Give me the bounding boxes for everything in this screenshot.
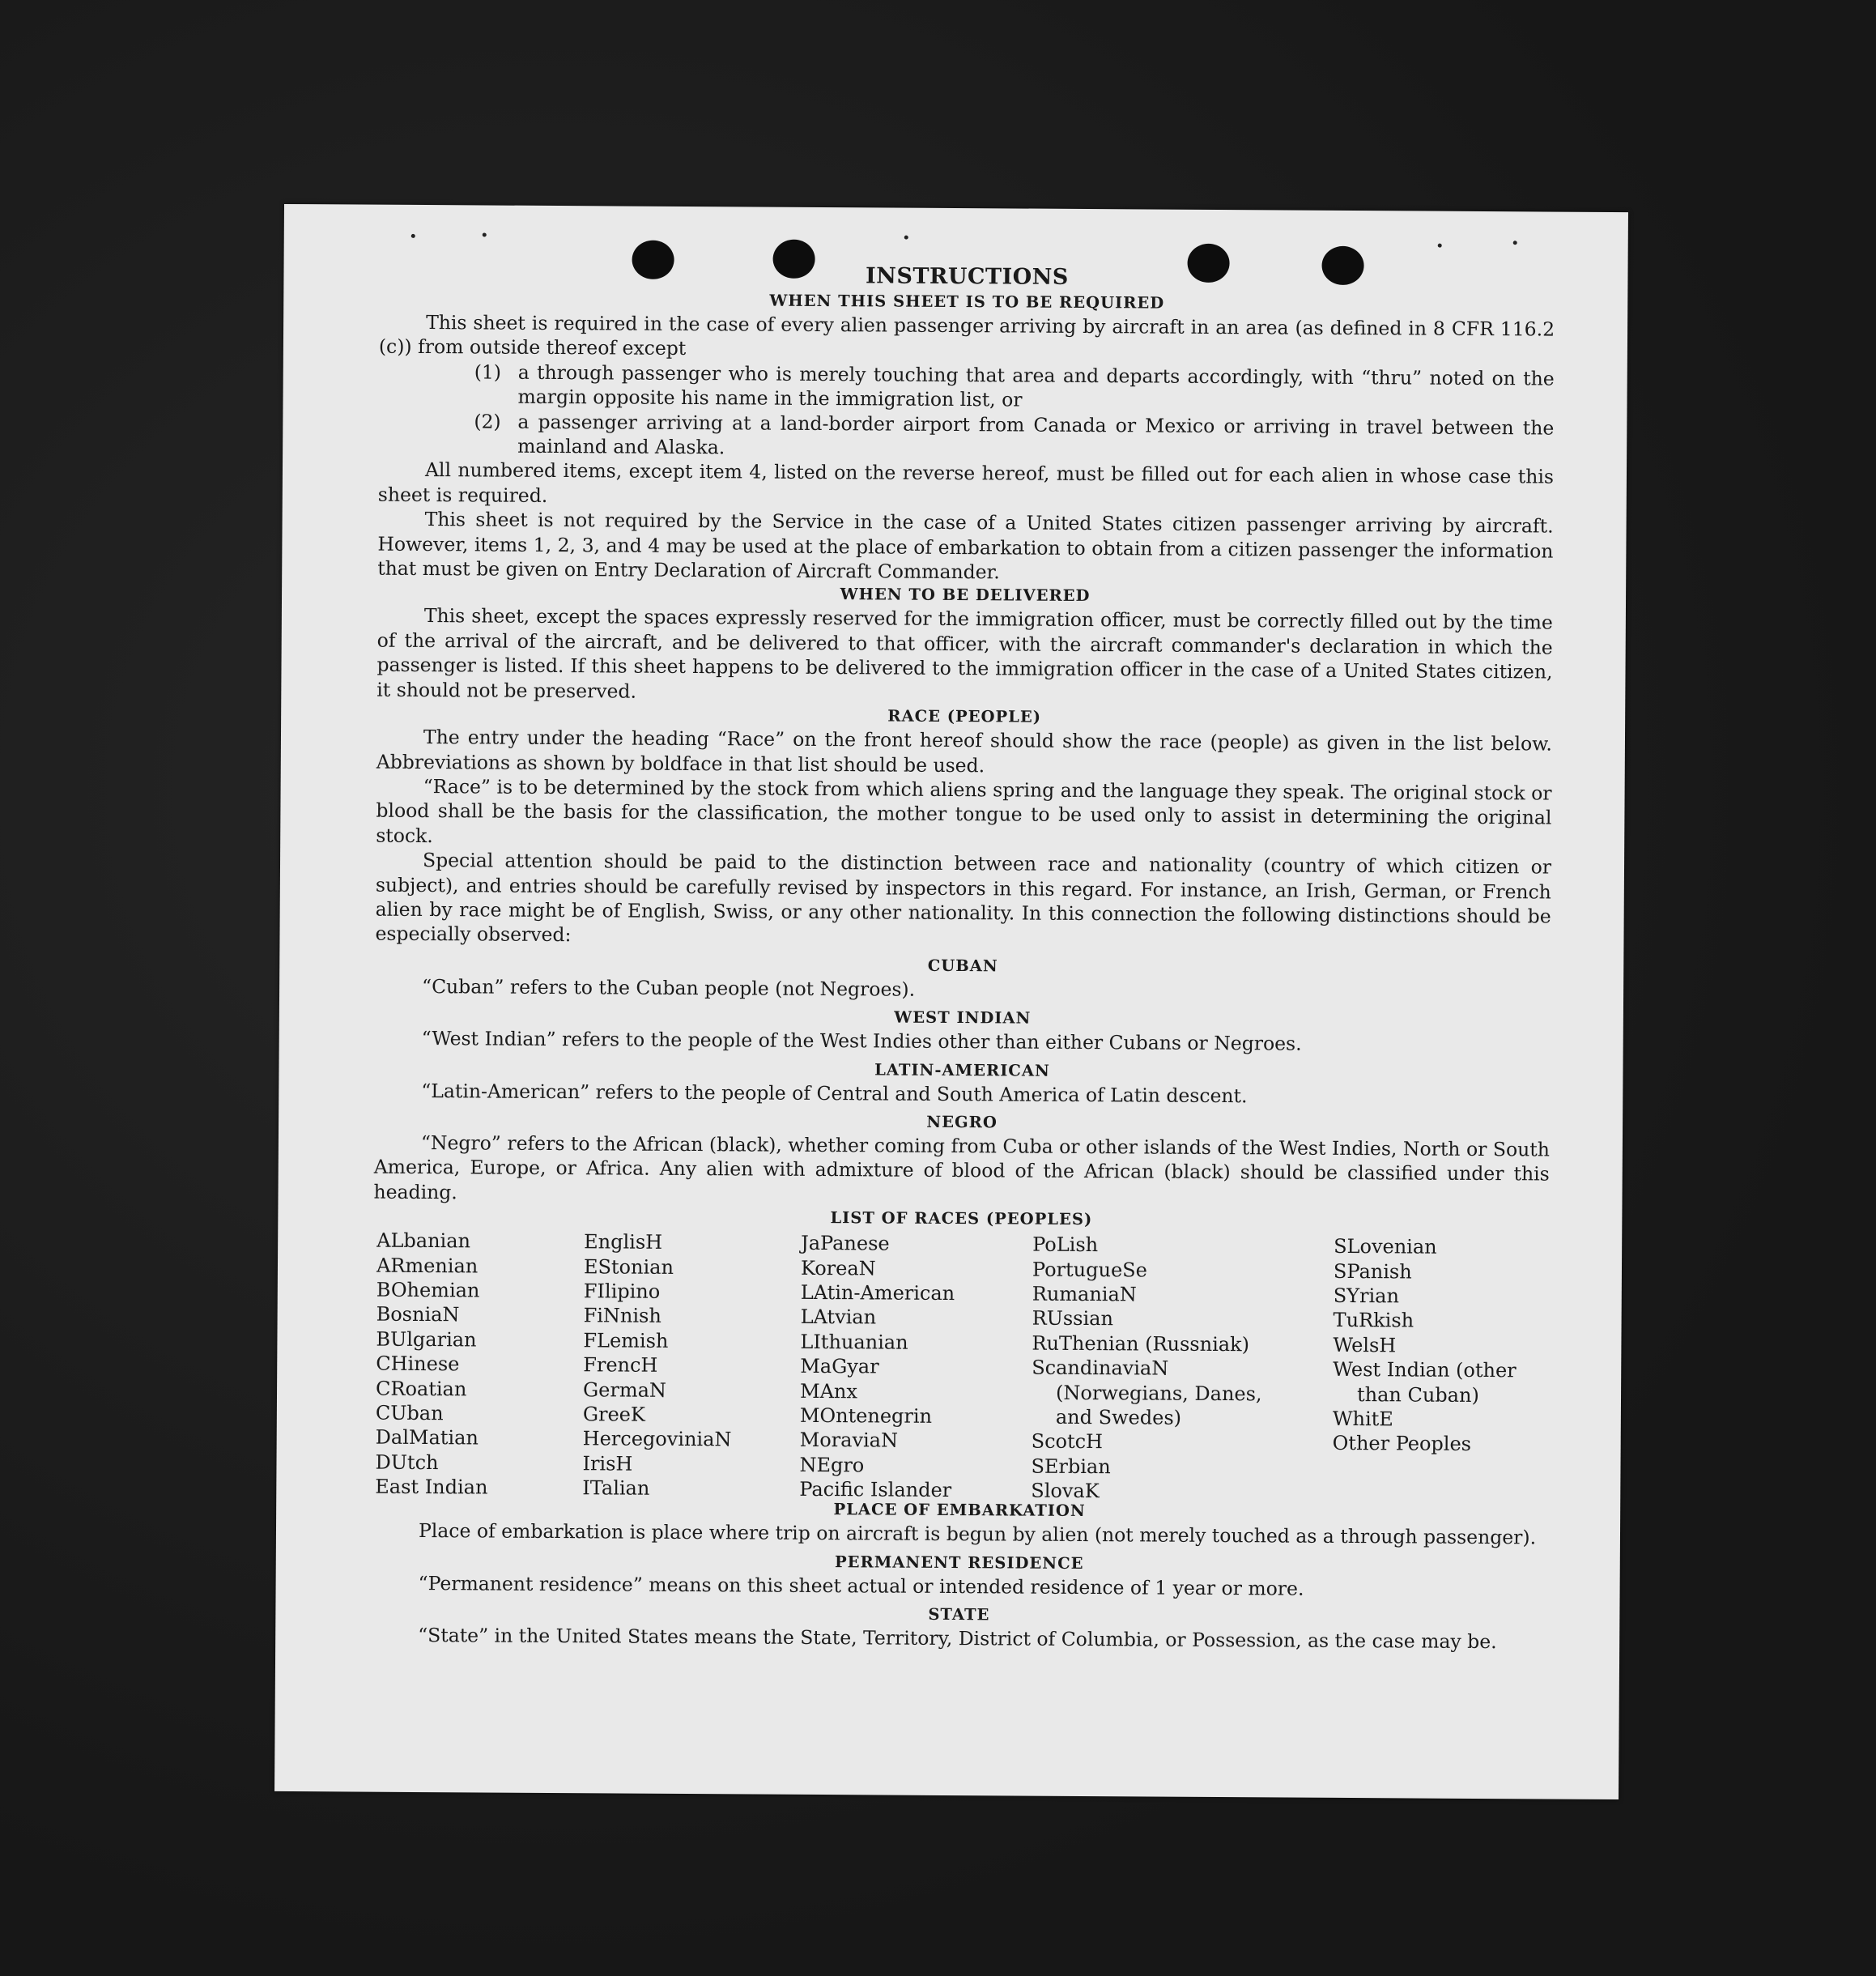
race-entry: MAnx: [799, 1379, 858, 1403]
race-entry: LAtvian: [800, 1305, 877, 1329]
race-entry: WelsH: [1333, 1333, 1397, 1357]
race-entry: FIlipino: [583, 1280, 661, 1303]
race-entry: SErbian: [1031, 1454, 1111, 1479]
document-sheet: [274, 204, 1628, 1799]
race-entry: PortugueSe: [1032, 1258, 1147, 1282]
race-entry: ITalian: [582, 1476, 650, 1500]
race-entry: ScandinaviaN (Norwegians, Danes, and Swedes): [1032, 1356, 1262, 1429]
races-column: [1031, 1233, 1267, 1505]
paragraph: Place of embarkation is place where trip on aircraft is begun by alien (not merely touched as a through passenger).: [418, 1519, 1537, 1549]
paragraph: “West Indian” refers to the people of the West Indies other than either Cubans or Negroes.: [421, 1027, 1302, 1055]
paragraph: This sheet is not required by the Service in the case of a United States citizen passenger arriving by aircraft. However, items 1, 2, 3, and 4 may be used at the place of embarkation to obtain from a citizen passenger the information that must be given on Entry Declaration of Aircraft Commander.: [377, 508, 1554, 584]
section-heading: WEST INDIAN: [894, 1007, 1032, 1028]
paragraph: “Race” is to be determined by the stock from which aliens spring and the language they speak. The original stock or blood shall be the basis for the classification, the mother tongue to be used only to assist in determining the original stock.: [376, 774, 1552, 847]
race-entry: SLovenian: [1334, 1235, 1437, 1258]
race-entry: FrencH: [583, 1353, 658, 1378]
mark: [1513, 241, 1517, 245]
race-entry: Other Peoples: [1332, 1432, 1472, 1456]
race-entry: Pacific Islander: [799, 1478, 952, 1502]
race-entry: SYrian: [1333, 1284, 1400, 1308]
races-list: [372, 1229, 1549, 1503]
mark: [411, 234, 415, 238]
race-entry: BOhemian: [376, 1278, 480, 1302]
races-column: [1333, 1234, 1545, 1457]
race-entry: CHinese: [376, 1352, 460, 1376]
race-entry: LAtin-American: [800, 1280, 955, 1305]
paragraph: All numbered items, except item 4, listed on the reverse hereof, must be filled out for each alien in whose case this sheet is required.: [377, 458, 1555, 507]
paragraph: “Latin-American” refers to the people of Central and South America of Latin descent.: [421, 1079, 1248, 1107]
paragraph: “Permanent residence” means on this sheet actual or intended residence of 1 year or more.: [418, 1571, 1304, 1600]
race-entry: EnglisH: [584, 1230, 663, 1254]
races-column: [799, 1231, 1019, 1503]
section-heading: CUBAN: [927, 956, 998, 976]
race-entry: MoraviaN: [799, 1429, 899, 1453]
section-heading: LATIN-AMERICAN: [874, 1059, 1050, 1080]
race-entry: ScotcH: [1031, 1430, 1104, 1454]
section-heading: LIST OF RACES (PEOPLES): [830, 1208, 1093, 1229]
race-entry: PoLish: [1032, 1233, 1099, 1257]
race-entry: GermaN: [582, 1378, 667, 1402]
item-number: (2): [474, 410, 501, 433]
race-entry: ARmenian: [376, 1254, 479, 1278]
section-heading: WHEN TO BE DELIVERED: [840, 585, 1091, 606]
paragraph: This sheet is required in the case of every alien passenger arriving by aircraft in an area (as defined in 8 CFR 116.2 (c)) from outside thereof except: [378, 311, 1555, 360]
race-entry: LIthuanian: [800, 1330, 908, 1354]
section-heading: NEGRO: [926, 1112, 998, 1132]
page-title: INSTRUCTIONS: [865, 263, 1069, 290]
race-entry: FiNnish: [583, 1304, 661, 1328]
race-entry: TuRkish: [1333, 1309, 1414, 1332]
race-entry: IrisH: [582, 1452, 633, 1476]
race-entry: West Indian (other than Cuban): [1333, 1358, 1517, 1407]
list-item: [378, 359, 1554, 415]
section-heading: STATE: [928, 1604, 990, 1625]
race-entry: MaGyar: [800, 1355, 879, 1378]
race-entry: CUban: [375, 1401, 444, 1425]
race-entry: RuThenian (Russniak): [1032, 1331, 1250, 1356]
race-entry: FLemish: [583, 1329, 669, 1352]
item-number: (1): [474, 360, 502, 384]
race-entry: JaPanese: [801, 1232, 890, 1255]
section-heading: PERMANENT RESIDENCE: [834, 1552, 1084, 1573]
mark: [1438, 244, 1442, 248]
race-entry: KoreaN: [800, 1256, 876, 1280]
paragraph: “State” in the United States means the State, Territory, District of Columbia, or Possession, as the case may be.: [418, 1623, 1497, 1654]
race-entry: GreeK: [582, 1403, 645, 1426]
race-entry: NEgro: [799, 1453, 865, 1477]
item-text: a passenger arriving at a land-border airport from Canada or Mexico or arriving in travel between the mainland and Alaska.: [517, 410, 1555, 459]
race-entry: SPanish: [1333, 1259, 1412, 1284]
race-entry: EStonian: [583, 1254, 674, 1279]
race-entry: DUtch: [375, 1450, 439, 1474]
paragraph: Special attention should be paid to the distinction between race and nationality (country of which citizen or subject), and entries should be carefully revised by inspectors in this regard. For instance, an Irish, German, or French alien by race might be of English, Swiss, or any other nationality. In this connection the following distinctions should be especially observed:: [375, 849, 1552, 947]
race-entry: BUlgarian: [376, 1327, 477, 1352]
list-item: [378, 408, 1554, 465]
race-entry: East Indian: [375, 1475, 488, 1499]
races-column: [582, 1229, 786, 1501]
race-entry: DalMatian: [375, 1426, 479, 1450]
mark: [904, 236, 908, 240]
section-heading: PLACE OF EMBARKATION: [833, 1500, 1086, 1521]
paragraph: “Cuban” refers to the Cuban people (not Negroes).: [422, 974, 916, 1001]
race-entry: RumaniaN: [1032, 1282, 1137, 1306]
section-heading: WHEN THIS SHEET IS TO BE REQUIRED: [769, 291, 1165, 313]
race-entry: MOntenegrin: [799, 1403, 933, 1428]
paragraph: The entry under the heading “Race” on the front hereof should show the race (people) as given in the list below. Abbreviations as shown by boldface in that list should be used.: [376, 726, 1553, 777]
race-entry: HercegoviniaN: [582, 1427, 732, 1451]
race-entry: BosniaN: [376, 1303, 460, 1327]
paragraph: This sheet, except the spaces expressly reserved for the immigration officer, must be correctly filled out by the time of the arrival of the aircraft, and be delivered to that officer, with the aircraft commander's declaration in which the passenger is listed. If this sheet happens to be delivered to the immigration officer in the case of a United States citizen, it should not be preserved.: [376, 604, 1553, 703]
race-entry: SlovaK: [1031, 1479, 1100, 1503]
race-entry: ALbanian: [376, 1229, 471, 1253]
race-entry: RUssian: [1032, 1307, 1114, 1331]
paragraph: “Negro” refers to the African (black), whether coming from Cuba or other islands of the West Indies, North or South America, Europe, or Africa. Any alien with admixture of blood of the African (black) should be classified under this heading.: [373, 1131, 1550, 1204]
race-entry: CRoatian: [375, 1377, 467, 1400]
races-column: [375, 1229, 571, 1501]
mark: [483, 232, 487, 236]
item-text: a through passenger who is merely touching that area and departs accordingly, with “thru” noted on the margin opposite his name in the immigration list, or: [517, 360, 1555, 411]
race-entry: WhitE: [1332, 1407, 1393, 1431]
instructions-content: [371, 260, 1555, 1654]
section-heading: RACE (PEOPLE): [887, 706, 1042, 726]
